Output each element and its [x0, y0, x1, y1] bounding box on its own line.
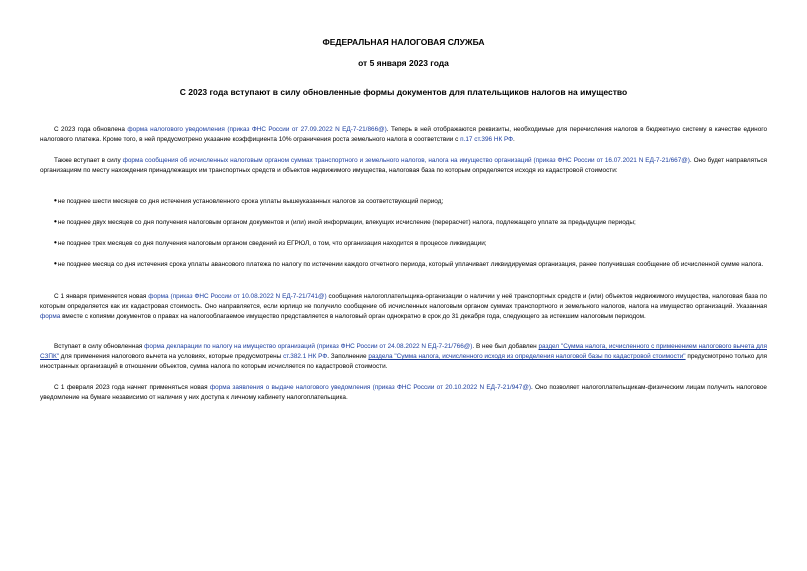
link-tax-code-382-1[interactable]: ст.382.1 НК РФ: [283, 353, 328, 360]
agency-name: ФЕДЕРАЛЬНАЯ НАЛОГОВАЯ СЛУЖБА: [322, 37, 485, 47]
list-item: •не позднее месяца со дня истечения срока уплаты авансового платежа по налогу по истечении каждого отчетного периода, который уплачивает ликвидируемая организация, ранее получившая сообщение об исчисленной сумме налога.: [54, 259, 764, 268]
bullet-icon: •: [54, 196, 57, 205]
link-order-947[interactable]: (приказ ФНС России от 20.10.2022 N ЕД-7-21/947@): [372, 384, 531, 391]
link-section-szpk[interactable]: раздел "Сумма налога, исчисленного с применением налогового вычета для СЗПК": [40, 343, 767, 360]
paragraph-message-form: Также вступает в силу форма сообщения об исчисленных налоговым органом суммах транспортного и земельного налогов, налога на имущество организаций (приказ ФНС России от 16.07.2021 N ЕД-7-21/667@). Оно будет направляться организациям по месту нахождения принадлежащих им транспортных средств и объектов недвижимого имущества, налоговая база по которым определяется исходя из кадастровой стоимости:: [40, 157, 768, 174]
paragraph-notification-form: С 2023 года обновлена форма налогового уведомления (приказ ФНС России от 27.09.2022 N ЕД-7-21/866@). Теперь в ней отображаются реквизиты, необходимые для перечисления налогов в бюджетную систему в качестве единого налогового платежа. Кроме того, в ней предусмотрено указание коэффициента 10% ограничения роста земельного налога в соответствии с п.17 ст.396 НК РФ.: [40, 126, 768, 143]
paragraph-declaration-form: Вступает в силу обновленная форма декларации по налогу на имущество организаций (приказ ФНС России от 24.08.2022 N ЕД-7-21/766@). В нее был добавлен раздел "Сумма налога, исчисленного с применением налогового вычета для СЗПК" для применения налогового вычета на условиях, которые предусмотрены ст.382.1 НК РФ. Заполнение раздела "Сумма налога, исчисленного исходя из определения налоговой базы по кадастровой стоимости" предусмотрено только для иностранных организаций в отношении объектов, сумма налога по которым исчисляется по кадастровой стоимости.: [40, 343, 768, 370]
link-report-form[interactable]: форма: [148, 293, 169, 300]
link-message-form[interactable]: форма сообщения об исчисленных налоговым органом суммах транспортного и земельного налогов, налога на имущество организаций: [122, 157, 532, 164]
link-declaration-form[interactable]: форма декларации по налогу на имущество организаций: [144, 343, 315, 350]
paragraph-taxpayer-report: С 1 января применяется новая форма (приказ ФНС России от 10.08.2022 N ЕД-7-21/741@) сообщения налогоплательщика-организации о наличии у неё транспортных средств и (или) объектов недвижимого имущества, налоговая база по которым определяется как их кадастровая стоимость. Оно направляется, если юрлицо не получило сообщение об исчисленных налоговым органом суммах транспортного и земельного налогов, налога на имущество организаций. Указанная форма вместе с копиями документов о правах на налогооблагаемое имущество представляется в налоговый орган однократно в срок до 31 декабря года, следующего за истекшим налоговым периодом.: [40, 293, 768, 320]
link-report-form-2[interactable]: форма: [40, 313, 61, 320]
link-tax-code-396[interactable]: п.17 ст.396 НК РФ: [460, 136, 514, 143]
list-item: •не позднее шести месяцев со дня истечения установленного срока уплаты вышеуказанных налогов за соответствующий период;: [54, 196, 444, 205]
link-application-form[interactable]: форма заявления о выдаче налогового уведомления: [209, 384, 371, 391]
paragraph-application-form: С 1 февраля 2023 года начнет применяться новая форма заявления о выдаче налогового уведомления (приказ ФНС России от 20.10.2022 N ЕД-7-21/947@). Оно позволяет налогоплательщикам-физическим лицам получить налоговое уведомление на бумаге независимо от наличия у них доступа к личному кабинету налогоплательщика.: [40, 384, 767, 401]
link-section-cadastral[interactable]: раздела "Сумма налога, исчисленного исходя из определения налоговой базы по кадастровой стоимости": [368, 353, 686, 360]
bullet-icon: •: [54, 259, 57, 268]
link-order-741[interactable]: (приказ ФНС России от 10.08.2022 N ЕД-7-21/741@): [170, 293, 327, 300]
link-tax-notification-form[interactable]: форма налогового уведомления: [127, 126, 225, 133]
document-title: С 2023 года вступают в силу обновленные формы документов для плательщиков налогов на имущество: [179, 87, 628, 97]
bullet-icon: •: [54, 238, 57, 247]
link-order-667[interactable]: (приказ ФНС России от 16.07.2021 N ЕД-7-21/667@): [533, 157, 690, 164]
link-order-766[interactable]: (приказ ФНС России от 24.08.2022 N ЕД-7-21/766@): [316, 343, 473, 350]
document-date: от 5 января 2023 года: [358, 58, 449, 68]
bullet-icon: •: [54, 217, 57, 226]
link-order-866[interactable]: (приказ ФНС России от 27.09.2022 N ЕД-7-21/866@): [227, 126, 387, 133]
list-item: •не позднее двух месяцев со дня получения налоговым органом документов и (или) иной информации, влекущих исчисление (перерасчет) налога, подлежащего уплате за предыдущие периоды;: [54, 217, 636, 226]
list-item: •не позднее трех месяцев со дня получения налоговым органом сведений из ЕГРЮЛ, о том, что организация находится в процессе ликвидации;: [54, 238, 487, 247]
